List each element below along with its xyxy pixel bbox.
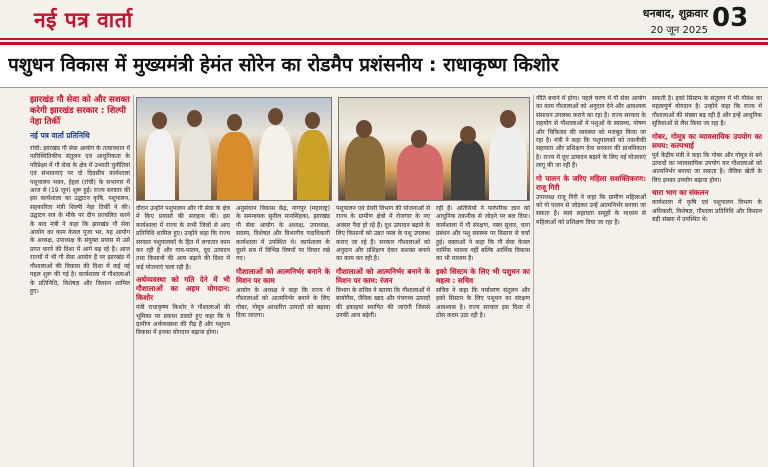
- person-figure: [145, 130, 175, 200]
- edition-place: धनबाद, शुक्रवार: [642, 7, 708, 20]
- column-text: मंत्री राधाकृष्ण किशोर ने गौशालाओं की भूमिका पर प्रकाश डालते हुए कहा कि ये ग्रामीण अर्थव्यवस्था की रीढ़ हैं और पशुधन विकास में इनका योगदान बढ़ाना होगा।: [136, 304, 230, 337]
- person-figure: [179, 128, 211, 200]
- main-story-columns: [136, 205, 530, 467]
- column-divider: [533, 95, 534, 467]
- person-figure: [489, 126, 527, 200]
- column-text: नीति बनाने में होगा। पहले चरण में गौ सेवा आयोग का काम गौशालाओं को अनुदान देने और आवश्यक संसाधन उपलब्ध कराने का रहा है। राज्य सरकार के सहयोग से गौशालाओं में पशुओं के स्वास्थ्य, पोषण और चिकित्सा की व्यवस्था को मजबूत किया जा रहा है। मंत्री ने कहा कि पशुपालकों को तकनीकी सहायता और प्रशिक्षण देना सरकार की प्राथमिकता है। राज्य में दूध उत्पादन बढ़ाने के लिए नई योजनाएं लागू की जा रही हैं।: [536, 95, 646, 170]
- story-column-2: [236, 205, 330, 467]
- subheading: चारा भाग का संकलन: [652, 188, 709, 198]
- column-text: सचिव ने कहा कि पर्यावरण संतुलन और इको सिस्टम के लिए पशुधन का संरक्षण आवश्यक है। राज्य सरकार इस दिशा में ठोस कदम उठा रही है।: [436, 286, 530, 320]
- page-number: 03: [712, 3, 749, 33]
- person-figure: [451, 140, 485, 200]
- column-text: विभाग के सचिव ने बताया कि गौशालाओं में बायोगैस, जैविक खाद और पंचगव्य उत्पादों की इकाइयां स्थापित की जाएंगी जिससे उनकी आय बढ़ेगी।: [336, 286, 430, 320]
- person-figure: [259, 126, 293, 200]
- person-figure: [397, 144, 443, 200]
- section-title: नई पत्र वार्ता: [34, 8, 133, 32]
- right-story-columns: [536, 95, 766, 467]
- person-head: [305, 112, 320, 129]
- side-story: [30, 95, 130, 467]
- column-text: दौरान उन्होंने पशुपालन और गौ सेवा के क्षेत्र में किए प्रयासों की सराहना की। इस कार्यशाला में राज्य के सभी जिलों से आए प्रतिनिधि शामिल हुए। उन्होंने कहा कि राज्य सरकार पशुपालकों के हित में लगातार काम कर रही है और गाय-पालन, दूध उत्पादन तथा किसानों की आय बढ़ाने की दिशा में कई योजनाएं चला रही है।: [136, 205, 230, 271]
- event-photo-left: [136, 97, 332, 201]
- subheading: गौशालाओं को आत्मनिर्भर बनाने के मिशन पर काम: रंजन: [336, 266, 430, 285]
- subheading: इको सिस्टम के लिए भी पशुधन का महत्व : सचिव: [436, 266, 530, 285]
- subheading: गो पालन के जरिए महिला सशक्तिकरण: राजू गिरी: [536, 173, 646, 192]
- subheading: अर्थव्यवस्था को गति देने में भी गौशालाओं का अहम योगदान: किशोर: [136, 275, 230, 303]
- column-text: पशुपालन एवं डेयरी विभाग की योजनाओं से राज्य के ग्रामीण क्षेत्रों में रोजगार के नए अवसर पैदा हो रहे हैं। दूध उत्पादन बढ़ाने के लिए किसानों को उन्नत नस्ल के पशु उपलब्ध कराए जा रहे हैं। सरकार गौशालाओं को अनुदान और प्रशिक्षण देकर सशक्त बनाने का काम कर रही है।: [336, 205, 430, 263]
- side-story-body: रांची: झारखंड गौ सेवा आयोग के तत्वावधान में पारिस्थितिकीय संतुलन एवं आधुनिकता के परिप्रेक्ष्य में गौ सेवा के क्षेत्र में उभरती चुनौतियां एवं संभावनाएं पर दो दिवसीय कार्यशाला पशुपालन भवन, हेहल (रांची) के सभागार में आज से (19 जून) शुरू हुई। राज्य सरकार की इस कार्यशाला का उद्घाटन कृषि, पशुपालन, सहकारिता मंत्री शिल्पी नेहा तिर्की ने की। उद्घाटन सत्र के मौके पर दीप प्रज्वलित करने के बाद मंत्री ने कहा कि झारखंड गौ सेवा आयोग का काम केवल पूजा भर, यह आयोग के अध्यक्ष, उपाध्यक्ष के संयुक्त प्रयास से उसे प्राप्त करने की दिशा में आगे बढ़ रहे हैं। आज राज्यों में भी गौ सेवा आयोग हैं पर झारखंड में गौशालाओं की विकास की दिशा में कई नई पहल शुरू की गई है। कार्यशाला में गौशालाओं के प्रतिनिधि, विशेषज्ञ और किसान शामिल हुए।: [30, 145, 130, 295]
- headline-bar: [0, 42, 768, 88]
- person-head: [152, 112, 167, 129]
- story-column-4: [436, 205, 530, 467]
- person-figure: [297, 130, 329, 200]
- person-figure: [217, 132, 253, 200]
- column-text: उपाध्यक्ष राजू गिरी ने कहा कि ग्रामीण महिलाओं को गो पालन से जोड़कर उन्हें आत्मनिर्भर बनाया जा सकता है। स्वयं सहायता समूहों के माध्यम से महिलाओं को प्रशिक्षण दिया जा रहा है।: [536, 193, 646, 226]
- column-text: सकती है। इको सिस्टम के संतुलन में भी गौवंश का महत्वपूर्ण योगदान है। उन्होंने कहा कि राज्य में गौशालाओं की संख्या बढ़ रही है और इन्हें आधुनिक सुविधाओं से लैस किया जा रहा है।: [652, 95, 762, 128]
- person-head: [356, 120, 372, 138]
- masthead: [0, 0, 768, 40]
- story-column-1: [136, 205, 230, 467]
- edition-date: 20 जून 2025: [650, 25, 708, 36]
- person-head: [500, 110, 516, 128]
- main-headline: पशुधन विकास में मुख्यमंत्री हेमंत सोरेन का रोडमैप प्रशंसनीय : राधाकृष्ण किशोर: [8, 54, 559, 76]
- column-text: रही है। अतिथियों ने पारंपरिक ज्ञान को आधुनिक तकनीक से जोड़ने पर बल दिया। कार्यशाला में गौ संरक्षण, नस्ल सुधार, चारा प्रबंधन और पशु स्वास्थ्य पर विस्तार से चर्चा हुई। वक्ताओं ने कहा कि गौ सेवा केवल धार्मिक भावना नहीं बल्कि आर्थिक विकास का भी माध्यम है।: [436, 205, 530, 263]
- column-text: कार्यशाला में कृषि एवं पशुपालन विभाग के अधिकारी, विशेषज्ञ, गौशाला प्रतिनिधि और किसान बड़ी संख्या में उपस्थित थे।: [652, 199, 762, 224]
- story-column-5: [536, 95, 646, 467]
- story-column-6: [652, 95, 762, 467]
- side-story-byline: नई पत्र वार्ता प्रतिनिधि: [30, 131, 90, 140]
- event-photo-right: [338, 97, 530, 201]
- column-divider: [133, 95, 134, 467]
- person-head: [227, 114, 242, 131]
- column-text: आयोग के अध्यक्ष ने कहा कि राज्य में गौशालाओं को आत्मनिर्भर बनाने के लिए गोबर, गोमूत्र आधारित उत्पादों को बढ़ावा दिया जाएगा।: [236, 286, 330, 320]
- column-text: पूर्व केंद्रीय मंत्री ने कहा कि गोबर और गोमूत्र से बने उत्पादों का व्यावसायिक उपयोग कर गौशालाओं को आत्मनिर्भर बनाया जा सकता है। जैविक खेती के लिए इनका उपयोग बढ़ाना होगा।: [652, 151, 762, 184]
- person-head: [411, 130, 427, 148]
- column-text: अनुसंधान विकास केंद्र, नागपुर (महाराष्ट्र) के समन्वयक सुनील मानसिंहका, झारखंड गौ सेवा आयोग के अध्यक्ष, उपाध्यक्ष, सदस्य, विशेषज्ञ और विभागीय पदाधिकारी कार्यशाला में उपस्थित थे। कार्यशाला के दूसरे सत्र में विभिन्न विषयों पर विचार रखे गए।: [236, 205, 330, 263]
- person-head: [268, 108, 283, 125]
- person-head: [460, 126, 476, 144]
- person-figure: [345, 136, 385, 200]
- side-story-heading: झारखंड गौ सेवा को और सशक्त करेगी झारखंड सरकार : शिल्पी नेहा तिर्की: [30, 95, 130, 127]
- person-head: [187, 110, 202, 127]
- subheading: गौशालाओं को आत्मनिर्भर बनाने के मिशन पर काम: [236, 266, 330, 285]
- story-column-3: [336, 205, 430, 467]
- subheading: गोबर, गोमूत्र का व्यावसायिक उपयोग का समय: कल्पभाई: [652, 131, 762, 150]
